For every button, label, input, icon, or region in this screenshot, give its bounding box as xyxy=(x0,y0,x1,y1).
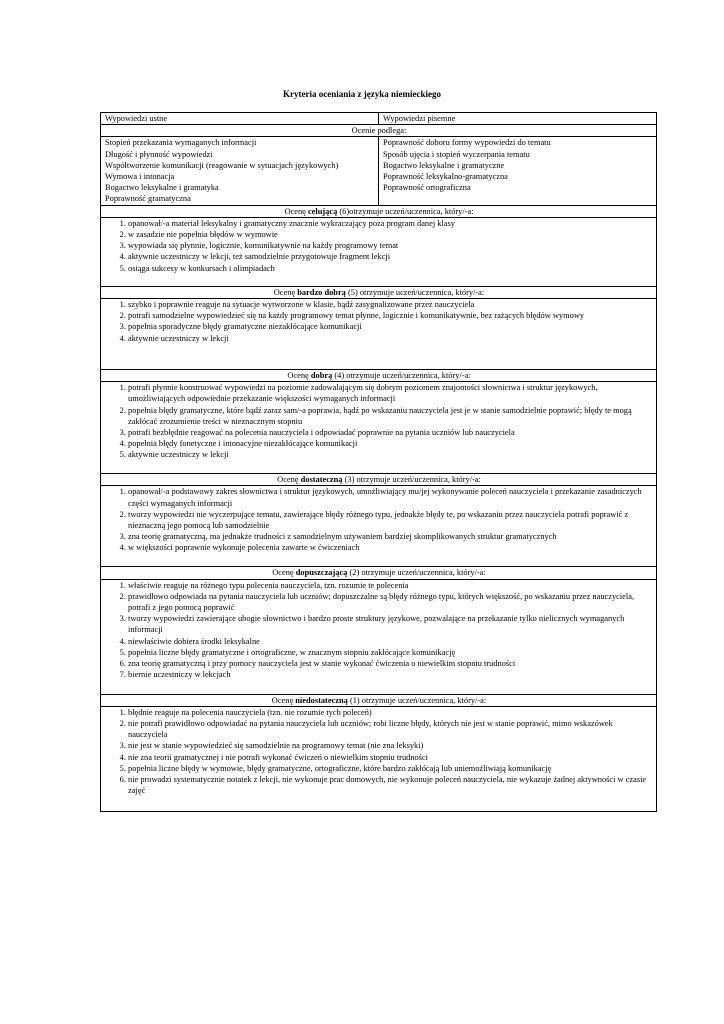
grade-items-row xyxy=(101,706,657,811)
grade-item: 3. popełnia sporadyczne błędy gramatyczne niezakłócające komunikacji xyxy=(128,321,653,332)
grade-item: 5. popełnia liczne błędy w wymowie, błędy gramatyczne, ortograficzne, które bardzo zakłócają lub uniemożliwiają komunikację xyxy=(128,763,653,774)
grade-item: 4. w większości poprawnie wykonuje polecenia zawarte w ćwiczeniach xyxy=(128,542,653,553)
grade-item: 7. biernie uczestniczy w lekcjach xyxy=(128,669,653,680)
grade-heading-1: Ocenę niedostateczną (1) otrzymuje uczeń/uczennica, który/-a: xyxy=(101,694,657,706)
grade-name: dopuszczającą xyxy=(295,568,348,578)
written-criterion: Poprawność leksykalno-gramatyczna xyxy=(383,172,508,182)
oral-criterion: Poprawność gramatyczna xyxy=(105,194,191,204)
grade-heading-4: Ocenę dobrą (4) otrzymuje uczeń/uczennica, który/-a: xyxy=(101,370,657,382)
oral-criterion: Stopień przekazania wymaganych informacji xyxy=(105,138,257,148)
assessed-header-row xyxy=(101,125,657,137)
oral-criterion: Długość i płynność wypowiedzi xyxy=(105,149,213,159)
grade-items-2 xyxy=(101,579,657,694)
written-criterion: Poprawność doboru formy wypowiedzi do tematu xyxy=(383,138,551,148)
grade-heading-5: Ocenę bardzo dobrą (5) otrzymuje uczeń/uczennica, który/-a: xyxy=(101,286,657,298)
written-criteria-cell xyxy=(379,137,657,205)
grade-item: 1. opanował/-a podstawowy zakres słownictwa i struktur językowych, umożliwiający mu/jej wykonywanie poleceń nauczyciela i przekazanie zasadniczych części wymaganych informacji xyxy=(128,486,653,508)
oral-criterion: Współtworzenie komunikacji (reagowanie w sytuacjach językowych) xyxy=(105,160,339,170)
grade-heading-2: Ocenę dopuszczającą (2) otrzymuje uczeń/uczennica, który/-a: xyxy=(101,567,657,579)
grade-item: 3. wypowiada się płynnie, logicznie, komunikatywnie na każdy programowy temat xyxy=(128,240,653,251)
grade-name: niedostateczną xyxy=(295,695,348,705)
column-header-written: Wypowiedzi pisemne xyxy=(379,113,657,125)
criteria-table xyxy=(100,112,657,812)
grade-items-row xyxy=(101,382,657,474)
grade-heading-row xyxy=(101,474,657,486)
grade-item: 2. w zasadzie nie popełnia błędów w wymowie xyxy=(128,229,653,240)
grade-name: dostateczną xyxy=(300,475,343,485)
grade-items-3 xyxy=(101,486,657,567)
grade-heading-row xyxy=(101,205,657,217)
criteria-row xyxy=(101,137,657,205)
grade-items-6 xyxy=(101,217,657,286)
grade-item: 1. właściwie reaguje na różnego typu polecenia nauczyciela, tzn. rozumie te polecenia xyxy=(128,580,653,591)
grade-heading-row xyxy=(101,694,657,706)
grade-item: 4. niewłaściwie dobiera środki leksykalne xyxy=(128,636,653,647)
grade-item: 1. opanował/-a materiał leksykalny i gramatyczny znacznie wykraczający poza program danej klasy xyxy=(128,218,653,229)
column-header-oral: Wypowiedzi ustne xyxy=(101,113,379,125)
grade-heading-6: Ocenę celującą (6)otrzymuje uczeń/uczennica, który/-a: xyxy=(101,205,657,217)
grade-items-row xyxy=(101,486,657,567)
grade-item: 4. aktywnie uczestniczy w lekcji xyxy=(128,333,653,344)
grade-item: 4. popełnia błędy fonetyczne i intonacyjne niezakłócające komunikacji xyxy=(128,438,653,449)
grade-item: 1. szybko i poprawnie reaguje na sytuacje wytworzone w klasie, bądź zasygnalizowane przez nauczyciela xyxy=(128,299,653,310)
grade-item: 4. nie zna teorii gramatycznej i nie potrafi wykonać ćwiczeń o niewielkim stopniu trudności xyxy=(128,752,653,763)
grade-item: 3. tworzy wypowiedzi zawierające ubogie słownictwo i bardzo proste struktury językowe, pozwalające na przekazanie tylko nielicznych wymaganych informacji xyxy=(128,613,653,635)
oral-criteria-cell xyxy=(101,137,379,205)
grade-name: dobrą xyxy=(310,371,333,381)
grade-heading-row xyxy=(101,286,657,298)
assessed-header: Ocenie podlega: xyxy=(101,125,657,137)
grade-item: 3. potrafi bezbłędnie reagować na polecenia nauczyciela i odpowiadać poprawnie na pytania uczniów lub nauczyciela xyxy=(128,427,653,438)
grade-item: 6. nie prowadzi systematycznie notatek z lekcji, nie wykonuje prac domowych, nie wykonuje poleceń nauczyciela, nie wykazuje żadnej aktywności w czasie zajęć xyxy=(128,774,653,796)
oral-criterion: Bogactwo leksykalne i gramatyka xyxy=(105,183,219,193)
grade-item: 2. popełnia błędy gramatyczne, które bądź zaraz sam/-a poprawia, bądź po wskazaniu nauczyciela jest je w stanie samodzielnie poprawić; błędy te mogą zakłócać zrozumienie treści w nieznacznym stopniu xyxy=(128,405,653,427)
grade-item: 2. prawidłowo odpowiada na pytania nauczyciela lub uczniów; dopuszczalne są błędy różnego typu, których większość, po wskazaniu przez nauczyciela, potrafi z jego pomocą poprawić xyxy=(128,591,653,613)
grade-item: 2. potrafi samodzielne wypowiedzieć się na każdy programowy temat płynne, logicznie i komunikatywnie, bez rażących błędów wymowy xyxy=(128,310,653,321)
grade-heading-3: Ocenę dostateczną (3) otrzymuje uczeń/uczennica, który/-a: xyxy=(101,474,657,486)
grade-items-1 xyxy=(101,706,657,811)
grade-items-row xyxy=(101,299,657,370)
grade-name: celującą xyxy=(307,206,338,216)
written-criterion: Bogactwo leksykalne i gramatyczne xyxy=(383,160,505,170)
document-title: Kryteria oceniania z języka niemieckiego xyxy=(283,89,441,99)
grade-item: 5. aktywnie uczestniczy w lekcji xyxy=(128,449,653,460)
grade-item: 5. osiąga sukcesy w konkursach i olimpiadach xyxy=(128,263,653,274)
grade-item: 6. zna teorię gramatyczną i przy pomocy nauczyciela jest w stanie wykonać ćwiczenia o niewielkim stopniu trudności xyxy=(128,658,653,669)
written-criterion: Poprawność ortograficzna xyxy=(383,183,471,193)
grade-items-row xyxy=(101,579,657,694)
oral-criterion: Wymowa i intonacja xyxy=(105,172,175,182)
grade-item: 1. błędnie reaguje na polecenia nauczyciela (tzn. nie rozumie tych poleceń) xyxy=(128,707,653,718)
grade-items-5 xyxy=(101,299,657,370)
grade-name: bardzo dobrą xyxy=(297,287,346,297)
grade-item: 3. zna teorię gramatyczną, ma jednakże trudności z samodzielnym używaniem bardziej skomplikowanych struktur gramatycznych xyxy=(128,531,653,542)
grade-heading-row xyxy=(101,370,657,382)
grade-items-row xyxy=(101,217,657,286)
grade-items-4 xyxy=(101,382,657,474)
grade-item: 2. nie potrafi prawidłowo odpowiadać na pytania nauczyciela lub uczniów; robi liczne błędy, których nie jest w stanie poprawić, mimo wskazówek nauczyciela xyxy=(128,718,653,740)
written-criterion: Sposób ujęcia i stopień wyczerpania tematu xyxy=(383,149,530,159)
grade-item: 5. popełnia liczne błędy gramatyczne i ortograficzne, w znacznym stopniu zakłócające komunikację xyxy=(128,647,653,658)
grade-item: 3. nie jest w stanie wypowiedzieć się samodzielnie na programowy temat (nie zna leksyki) xyxy=(128,740,653,751)
grade-item: 4. aktywnie uczestniczy w lekcji, też samodzielnie przygotowuje fragment lekcji xyxy=(128,251,653,262)
column-header-row xyxy=(101,113,657,125)
grade-item: 2. tworzy wypowiedzi nie wyczerpujące tematu, zawierające błędy różnego typu, jednakże błędy te, po wskazaniu przez nauczyciela potrafi poprawić z nieznaczną jego pomocą lub samodzielnie xyxy=(128,509,653,531)
grade-heading-row xyxy=(101,567,657,579)
grade-item: 1. potrafi płynnie konstruować wypowiedzi na poziomie zadowalającym się dobrym poziomem znajomości słownictwa i struktur językowych, umożliwiających odpowiednie przekazanie większości wymaganych informacji xyxy=(128,382,653,404)
